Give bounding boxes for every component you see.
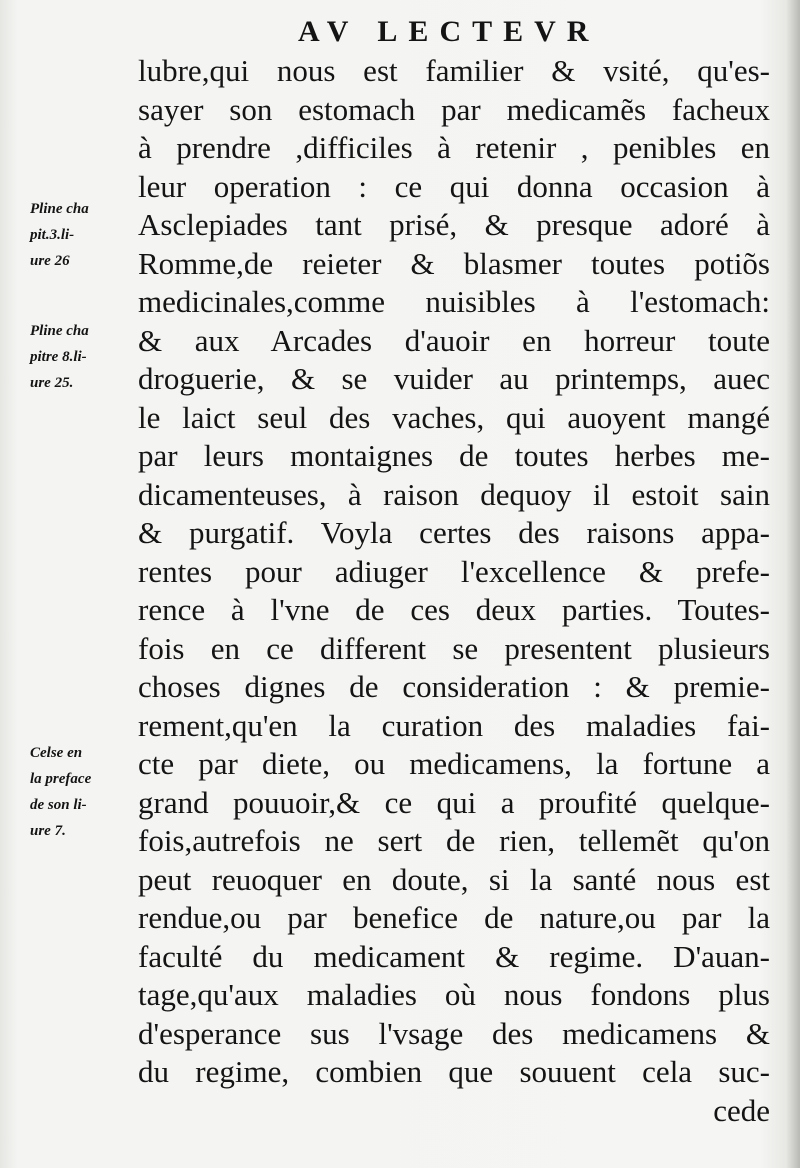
text-line: fois,autrefois ne sert de rien, tellemẽt qu'on — [138, 823, 770, 858]
text-line: du regime, combien que souuent cela suc- — [138, 1054, 770, 1089]
margin-note-pline-2 — [30, 318, 130, 396]
text-line: d'esperance sus l'vsage des medicamens & — [138, 1015, 770, 1051]
margin-note-line: ure 26 — [30, 253, 70, 269]
text-line: rement,qu'en la curation des maladies fai- — [138, 707, 770, 743]
text-line: fois en ce different se presentent plusieurs — [138, 630, 770, 666]
text-line: droguerie, & se vuider au printemps, auec — [138, 361, 770, 396]
running-head: AV LECTEVR — [298, 15, 600, 48]
margin-note-line: pit.3.li- — [30, 227, 75, 243]
text-line: faculté du medicament & regime. D'auan- — [138, 938, 770, 974]
text-line: à prendre ,difficiles à retenir , penibles en — [138, 130, 770, 165]
text-line: & purgatif. Voyla certes des raisons appa- — [138, 515, 770, 550]
text-line: par leurs montaignes de toutes herbes me- — [138, 438, 770, 473]
text-line: grand pouuoir,& ce qui a proufité quelque- — [138, 784, 770, 820]
text-line: rence à l'vne de ces deux parties. Toutes- — [138, 592, 770, 627]
margin-note-line: Pline cha — [30, 323, 89, 339]
margin-note-line: de son li- — [30, 797, 87, 813]
margin-note-line: pitre 8.li- — [30, 349, 87, 365]
margin-note-line: Celse en — [30, 745, 83, 761]
margin-note-celse — [30, 740, 130, 844]
text-line: tage,qu'aux maladies où nous fondons plus — [138, 977, 770, 1012]
catchword: cede — [713, 1092, 770, 1128]
text-line: sayer son estomach par medicamẽs facheux — [138, 91, 770, 127]
text-line: choses dignes de consideration : & premie- — [138, 669, 770, 704]
text-line: peut reuoquer en doute, si la santé nous est — [138, 861, 770, 897]
text-line: cte par diete, ou medicamens, la fortune a — [138, 746, 770, 781]
text-line: Asclepiades tant prisé, & presque adoré à — [138, 207, 770, 242]
text-line: lubre,qui nous est familier & vsité, qu'es- — [138, 53, 770, 88]
margin-note-line: ure 25. — [30, 375, 74, 391]
text-line: dicamenteuses, à raison dequoy il estoit sain — [138, 476, 770, 512]
margin-note-pline-1 — [30, 196, 130, 274]
body-text — [138, 52, 770, 1130]
text-line: Romme,de reieter & blasmer toutes potiõs — [138, 245, 770, 281]
text-line: medicinales,comme nuisibles à l'estomach: — [138, 284, 770, 319]
text-line: le laict seul des vaches, qui auoyent mangé — [138, 399, 770, 435]
margin-note-line: la preface — [30, 771, 92, 787]
margin-note-line: Pline cha — [30, 201, 89, 217]
margin-note-line: ure 7. — [30, 823, 66, 839]
text-line: & aux Arcades d'auoir en horreur toute — [138, 322, 770, 358]
page-edge-shadow — [786, 0, 800, 1168]
text-line: leur operation : ce qui donna occasion à — [138, 168, 770, 204]
text-line: rentes pour adiuger l'excellence & prefe- — [138, 553, 770, 589]
text-line: rendue,ou par benefice de nature,ou par la — [138, 900, 770, 935]
